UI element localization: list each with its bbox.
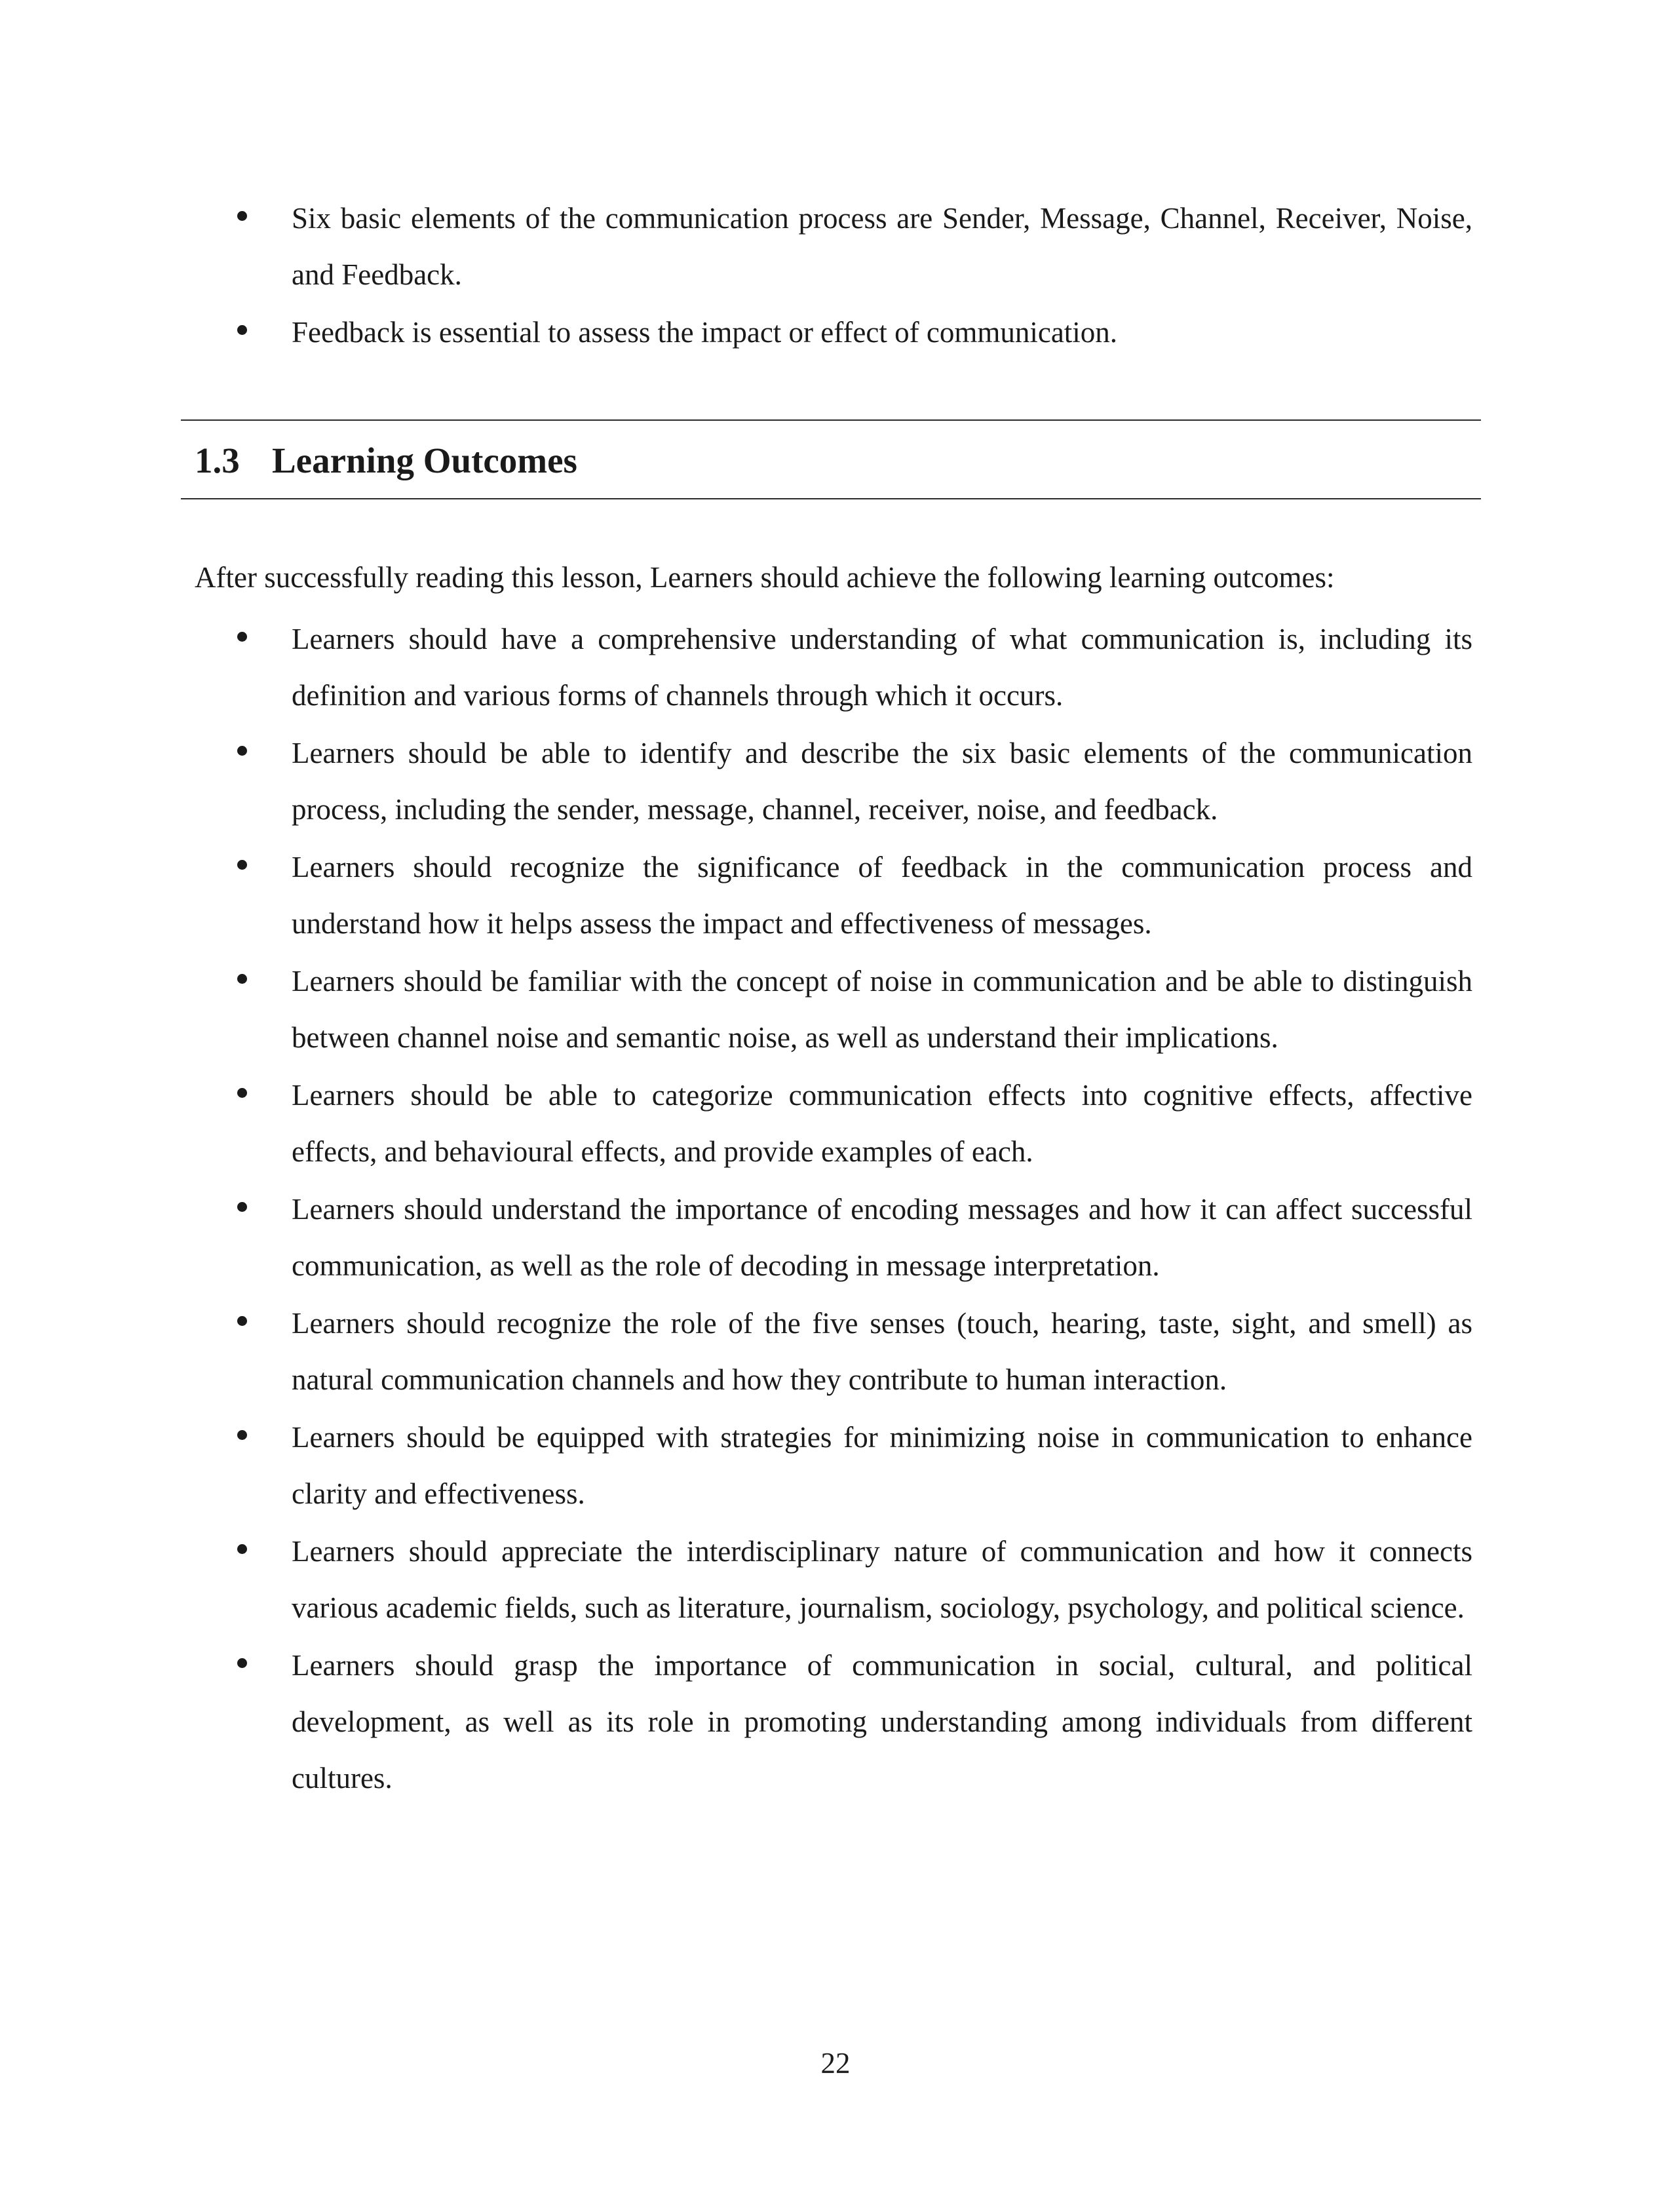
outcome-text: Learners should recognize the significance of feedback in the communication process and understand how it helps assess the impact and effectiveness of messages.: [292, 851, 1472, 940]
outcome-text: Learners should be equipped with strategies for minimizing noise in communication to enhance clarity and effectiveness.: [292, 1421, 1472, 1510]
section-number: 1.3: [195, 440, 240, 480]
bullet-icon: [237, 1658, 247, 1668]
summary-bullet-item: [292, 190, 1472, 303]
outcome-text: Learners should understand the importance of encoding messages and how it can affect successful communication, as well as the role of decoding in message interpretation.: [292, 1193, 1472, 1282]
bullet-icon: [237, 860, 247, 870]
summary-bullet-list: [292, 190, 1472, 362]
outcome-item: [292, 1295, 1472, 1408]
intro-paragraph: After successfully reading this lesson, Learners should achieve the following learning outcomes:: [195, 561, 1335, 594]
bullet-icon: [237, 1088, 247, 1098]
summary-bullet-text: Six basic elements of the communication process are Sender, Message, Channel, Receiver, Noise, and Feedback.: [292, 202, 1472, 291]
outcome-item: [292, 953, 1472, 1066]
learning-outcomes-list: [292, 611, 1472, 1808]
outcome-text: Learners should recognize the role of the five senses (touch, hearing, taste, sight, and smell) as natural communication channels and how they contribute to human interaction.: [292, 1307, 1472, 1396]
summary-bullet-item: [292, 304, 1472, 360]
outcome-text: Learners should grasp the importance of communication in social, cultural, and political development, as well as its role in promoting understanding among individuals from different cultures.: [292, 1649, 1472, 1795]
summary-bullet-text: Feedback is essential to assess the impact or effect of communication.: [292, 316, 1118, 349]
outcome-item: [292, 1523, 1472, 1636]
outcome-item: [292, 725, 1472, 838]
section-heading: [195, 438, 577, 484]
heading-top-rule: [181, 419, 1481, 421]
bullet-icon: [237, 211, 247, 221]
outcome-text: Learners should be familiar with the concept of noise in communication and be able to distinguish between channel noise and semantic noise, as well as understand their implications.: [292, 965, 1472, 1054]
bullet-icon: [237, 1544, 247, 1554]
outcome-item: [292, 1637, 1472, 1806]
bullet-icon: [237, 1430, 247, 1440]
bullet-icon: [237, 1202, 247, 1212]
outcome-item: [292, 611, 1472, 724]
outcome-text: Learners should appreciate the interdisciplinary nature of communication and how it connects various academic fields, such as literature, journalism, sociology, psychology, and political science.: [292, 1535, 1472, 1624]
outcome-item: [292, 839, 1472, 952]
bullet-icon: [237, 1316, 247, 1326]
heading-bottom-rule: [181, 498, 1481, 499]
outcome-text: Learners should have a comprehensive understanding of what communication is, including its definition and various forms of channels through which it occurs.: [292, 623, 1472, 712]
outcome-item: [292, 1181, 1472, 1294]
outcome-text: Learners should be able to categorize communication effects into cognitive effects, affective effects, and behavioural effects, and provide examples of each.: [292, 1079, 1472, 1168]
bullet-icon: [237, 974, 247, 984]
outcome-item: [292, 1409, 1472, 1522]
outcome-item: [292, 1067, 1472, 1180]
bullet-icon: [237, 325, 247, 335]
page-number: 22: [820, 2047, 851, 2080]
section-title: Learning Outcomes: [272, 440, 577, 480]
outcome-text: Learners should be able to identify and describe the six basic elements of the communication process, including the sender, message, channel, receiver, noise, and feedback.: [292, 737, 1472, 826]
bullet-icon: [237, 746, 247, 756]
bullet-icon: [237, 632, 247, 642]
